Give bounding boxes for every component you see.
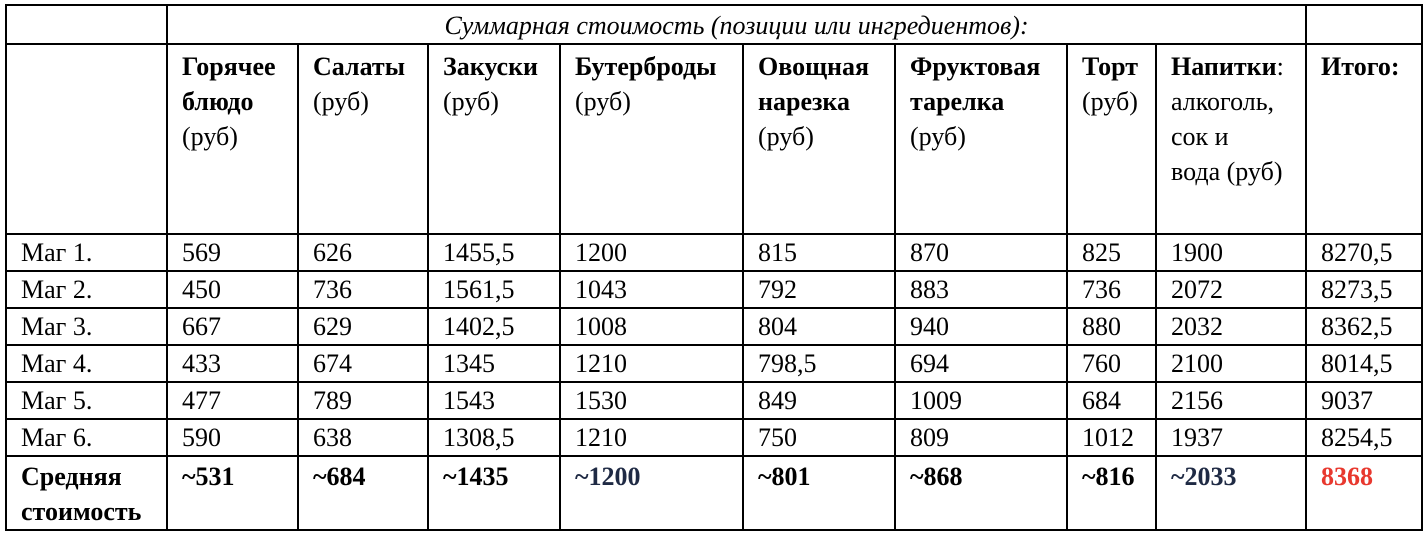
- column-header-unit: (руб): [575, 87, 631, 116]
- table-title: Суммарная стоимость (позиции или ингредиентов):: [167, 5, 1306, 44]
- table-row: [6, 271, 1422, 308]
- column-header-name: Фруктовая тарелка: [910, 52, 1041, 116]
- average-cell: ~684: [298, 456, 428, 530]
- table-cell: 9037: [1306, 382, 1422, 419]
- average-cell: ~531: [167, 456, 298, 530]
- average-cell: ~1200: [560, 456, 743, 530]
- table-cell: 477: [167, 382, 298, 419]
- column-header: [167, 44, 298, 234]
- average-cell: ~868: [895, 456, 1067, 530]
- column-header-name: Овощная нарезка: [758, 52, 870, 116]
- table-cell: 870: [895, 234, 1067, 271]
- table-cell: 736: [1067, 271, 1156, 308]
- table-cell: 1543: [428, 382, 560, 419]
- table-cell: 638: [298, 419, 428, 456]
- column-header-name: Салаты: [313, 52, 405, 81]
- table-cell: 569: [167, 234, 298, 271]
- row-label: Маг 5.: [6, 382, 167, 419]
- table-cell: 684: [1067, 382, 1156, 419]
- table-cell: 736: [298, 271, 428, 308]
- column-header-name: Напитки: [1171, 52, 1277, 81]
- table-cell: 760: [1067, 345, 1156, 382]
- table-cell: 1561,5: [428, 271, 560, 308]
- table-cell: 849: [743, 382, 895, 419]
- table-cell: 694: [895, 345, 1067, 382]
- table-cell: 750: [743, 419, 895, 456]
- table-cell: 1200: [560, 234, 743, 271]
- table-cell: 789: [298, 382, 428, 419]
- row-label: Маг 4.: [6, 345, 167, 382]
- table-cell: 1900: [1156, 234, 1306, 271]
- average-total-cell: 8368: [1306, 456, 1422, 530]
- table-cell: 798,5: [743, 345, 895, 382]
- column-header: [1306, 44, 1422, 234]
- title-right-cell: [1306, 5, 1422, 44]
- row-label: Маг 3.: [6, 308, 167, 345]
- table-cell: 825: [1067, 234, 1156, 271]
- average-label: Средняя стоимость: [6, 456, 167, 530]
- table-cell: 815: [743, 234, 895, 271]
- column-header-unit: (руб): [443, 87, 499, 116]
- table-cell: 1402,5: [428, 308, 560, 345]
- column-header-unit: (руб): [313, 87, 369, 116]
- table-cell: 674: [298, 345, 428, 382]
- table-cell: 1455,5: [428, 234, 560, 271]
- average-cell: ~816: [1067, 456, 1156, 530]
- table-cell: 8254,5: [1306, 419, 1422, 456]
- table-cell: 8362,5: [1306, 308, 1422, 345]
- table-cell: 1210: [560, 419, 743, 456]
- table-row: [6, 382, 1422, 419]
- table-cell: 880: [1067, 308, 1156, 345]
- table-cell: 433: [167, 345, 298, 382]
- column-header-name: Итого:: [1321, 52, 1400, 81]
- column-header-unit: (руб): [1082, 87, 1138, 116]
- table-cell: 590: [167, 419, 298, 456]
- column-header: [895, 44, 1067, 234]
- column-header: [298, 44, 428, 234]
- table-cell: 940: [895, 308, 1067, 345]
- table-cell: 1012: [1067, 419, 1156, 456]
- table-row: [6, 345, 1422, 382]
- row-label: Маг 6.: [6, 419, 167, 456]
- average-cell: ~2033: [1156, 456, 1306, 530]
- table-cell: 450: [167, 271, 298, 308]
- table-cell: 8273,5: [1306, 271, 1422, 308]
- column-header-unit: (руб): [182, 122, 238, 151]
- corner-cell: [6, 5, 167, 44]
- column-header: [428, 44, 560, 234]
- table-cell: 1530: [560, 382, 743, 419]
- title-row: [6, 5, 1422, 44]
- table-row: [6, 234, 1422, 271]
- column-header-name: Торт: [1082, 52, 1139, 81]
- header-row: [6, 44, 1422, 234]
- column-header: [560, 44, 743, 234]
- column-header: [1156, 44, 1306, 234]
- column-header-unit: (руб): [910, 122, 966, 151]
- average-cell: ~1435: [428, 456, 560, 530]
- table-row: [6, 419, 1422, 456]
- column-header-name: Горячее блюдо: [182, 52, 276, 116]
- table-cell: 667: [167, 308, 298, 345]
- table-cell: 1345: [428, 345, 560, 382]
- table-cell: 8014,5: [1306, 345, 1422, 382]
- table-cell: 1008: [560, 308, 743, 345]
- row-label: Маг 1.: [6, 234, 167, 271]
- table-cell: 804: [743, 308, 895, 345]
- header-empty-cell: [6, 44, 167, 234]
- column-header: [743, 44, 895, 234]
- column-header: [1067, 44, 1156, 234]
- table-cell: 1210: [560, 345, 743, 382]
- table-cell: 8270,5: [1306, 234, 1422, 271]
- table-row: [6, 308, 1422, 345]
- table-cell: 1043: [560, 271, 743, 308]
- column-header-name: Закуски: [443, 52, 539, 81]
- average-row: [6, 456, 1422, 530]
- table-cell: 2156: [1156, 382, 1306, 419]
- table-cell: 2032: [1156, 308, 1306, 345]
- table-cell: 2072: [1156, 271, 1306, 308]
- column-header-name: Бутерброды: [575, 52, 717, 81]
- table-body: [6, 234, 1422, 530]
- table-cell: 1308,5: [428, 419, 560, 456]
- table-cell: 809: [895, 419, 1067, 456]
- table-cell: 2100: [1156, 345, 1306, 382]
- column-header-unit: : алкоголь, сок и вода (руб): [1171, 52, 1284, 186]
- row-label: Маг 2.: [6, 271, 167, 308]
- table-cell: 883: [895, 271, 1067, 308]
- cost-table: [5, 4, 1423, 531]
- table-cell: 629: [298, 308, 428, 345]
- table-cell: 792: [743, 271, 895, 308]
- table-cell: 1009: [895, 382, 1067, 419]
- average-cell: ~801: [743, 456, 895, 530]
- table-cell: 1937: [1156, 419, 1306, 456]
- column-header-unit: (руб): [758, 122, 814, 151]
- table-cell: 626: [298, 234, 428, 271]
